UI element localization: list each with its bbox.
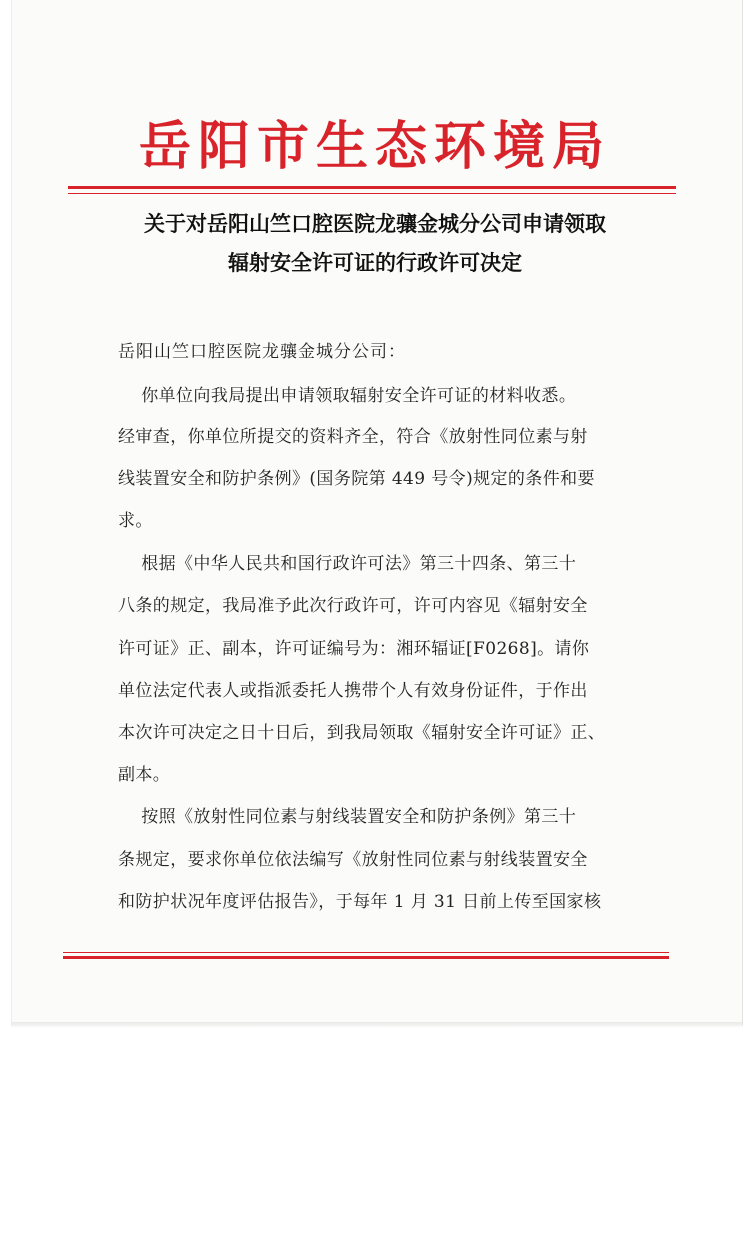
body-text-line: 副本。 xyxy=(118,765,171,785)
body-text-line: 根据《中华人民共和国行政许可法》第三十四条、第三十 xyxy=(118,554,577,574)
document-title-line-2: 辐射安全许可证的行政许可决定 xyxy=(228,250,522,275)
document-title-line-1: 关于对岳阳山竺口腔医院龙骧金城分公司申请领取 xyxy=(144,211,606,236)
body-text-line: 求。 xyxy=(118,511,153,531)
body-text-line: 经审查，你单位所提交的资料齐全，符合《放射性同位素与射 xyxy=(118,427,588,447)
body-text-line: 本次许可决定之日十日后，到我局领取《辐射安全许可证》正、 xyxy=(118,723,606,743)
footer-rule-thick xyxy=(63,956,669,959)
body-text-line: 线装置安全和防护条例》(国务院第 449 号令)规定的条件和要 xyxy=(118,469,595,489)
salutation: 岳阳山竺口腔医院龙骧金城分公司： xyxy=(118,342,406,362)
body-text-line: 条规定，要求你单位依法编写《放射性同位素与射线装置安全 xyxy=(118,850,588,870)
body-text-line: 和防护状况年度评估报告》，于每年 1 月 31 日前上传至国家核 xyxy=(118,892,602,912)
body-text-line: 许可证》正、副本，许可证编号为：湘环辐证[F0268]。请你 xyxy=(118,639,590,659)
body-text-line: 你单位向我局提出申请领取辐射安全许可证的材料收悉。 xyxy=(118,386,577,406)
letterhead-org-name: 岳阳市生态环境局 xyxy=(138,116,611,177)
letterhead-rule-thick xyxy=(68,186,676,189)
footer-rule-thin xyxy=(63,952,669,953)
letterhead-rule-thin xyxy=(68,193,676,194)
page-edge-shadow xyxy=(12,1022,742,1028)
body-text-line: 按照《放射性同位素与射线装置安全和防护条例》第三十 xyxy=(118,807,577,827)
body-text-line: 八条的规定，我局准予此次行政许可，许可内容见《辐射安全 xyxy=(118,596,588,616)
body-text-line: 单位法定代表人或指派委托人携带个人有效身份证件，于作出 xyxy=(118,681,588,701)
